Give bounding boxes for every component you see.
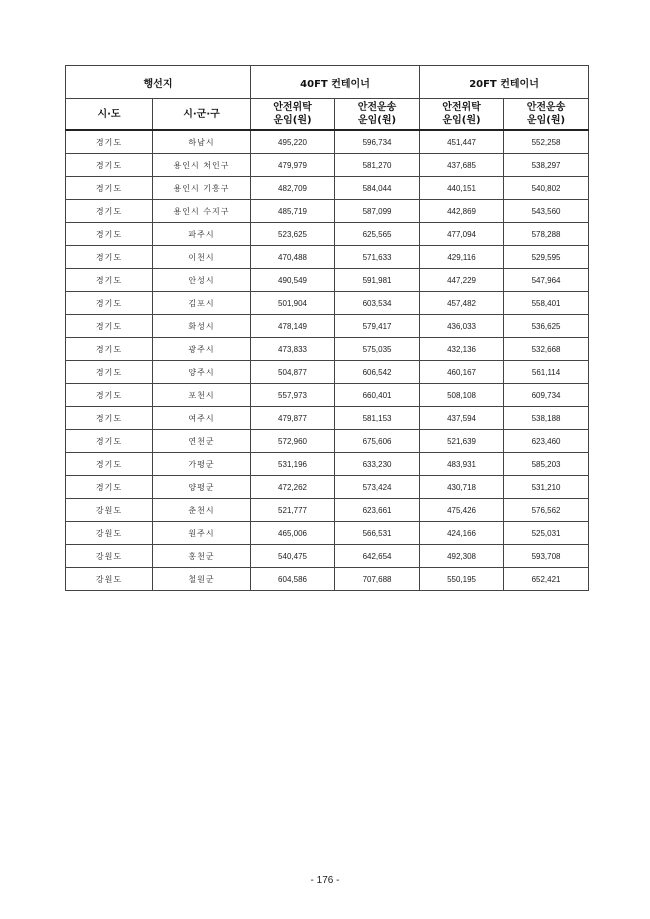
header-sub-row (66, 99, 589, 131)
table-body (66, 130, 589, 591)
ft20-transport-cell: 576,562 (504, 499, 589, 522)
header-20ft-consign-rate: 안전위탁 운임(원) (420, 99, 504, 131)
ft20-transport-cell: 578,288 (504, 223, 589, 246)
ft40-transport-cell: 584,044 (335, 177, 420, 200)
city-cell: 광주시 (153, 338, 251, 361)
ft40-consign-cell: 472,262 (251, 476, 335, 499)
table-row (66, 130, 589, 154)
ft20-consign-cell: 451,447 (420, 130, 504, 154)
ft20-transport-cell: 609,734 (504, 384, 589, 407)
province-cell: 강원도 (66, 499, 153, 522)
ft20-consign-cell: 457,482 (420, 292, 504, 315)
table-row (66, 200, 589, 223)
city-cell: 원주시 (153, 522, 251, 545)
header-20ft-transport-rate: 안전운송 운임(원) (504, 99, 589, 131)
ft40-consign-cell: 504,877 (251, 361, 335, 384)
city-cell: 철원군 (153, 568, 251, 591)
ft20-consign-cell: 508,108 (420, 384, 504, 407)
ft20-transport-cell: 529,595 (504, 246, 589, 269)
ft40-consign-cell: 485,719 (251, 200, 335, 223)
ft40-transport-cell: 606,542 (335, 361, 420, 384)
table-row (66, 154, 589, 177)
header-40ft-consign-rate: 안전위탁 운임(원) (251, 99, 335, 131)
city-cell: 양평군 (153, 476, 251, 499)
ft40-transport-cell: 707,688 (335, 568, 420, 591)
province-cell: 경기도 (66, 154, 153, 177)
ft20-consign-cell: 424,166 (420, 522, 504, 545)
province-cell: 강원도 (66, 522, 153, 545)
freight-rate-table (65, 65, 589, 591)
ft40-transport-cell: 660,401 (335, 384, 420, 407)
city-cell: 용인시 기흥구 (153, 177, 251, 200)
ft40-transport-cell: 581,270 (335, 154, 420, 177)
ft40-transport-cell: 642,654 (335, 545, 420, 568)
city-cell: 춘천시 (153, 499, 251, 522)
ft20-transport-cell: 540,802 (504, 177, 589, 200)
ft40-consign-cell: 479,979 (251, 154, 335, 177)
province-cell: 경기도 (66, 130, 153, 154)
ft20-consign-cell: 430,718 (420, 476, 504, 499)
province-cell: 경기도 (66, 476, 153, 499)
table-row (66, 453, 589, 476)
city-cell: 포천시 (153, 384, 251, 407)
ft40-consign-cell: 478,149 (251, 315, 335, 338)
province-cell: 경기도 (66, 200, 153, 223)
city-cell: 용인시 수지구 (153, 200, 251, 223)
ft20-consign-cell: 436,033 (420, 315, 504, 338)
ft20-transport-cell: 593,708 (504, 545, 589, 568)
ft40-consign-cell: 523,625 (251, 223, 335, 246)
ft20-transport-cell: 652,421 (504, 568, 589, 591)
table-row (66, 430, 589, 453)
table-row (66, 269, 589, 292)
table-row (66, 361, 589, 384)
city-cell: 안성시 (153, 269, 251, 292)
table-row (66, 522, 589, 545)
header-city: 시·군·구 (153, 99, 251, 131)
ft20-consign-cell: 432,136 (420, 338, 504, 361)
city-cell: 하남시 (153, 130, 251, 154)
ft40-transport-cell: 566,531 (335, 522, 420, 545)
city-cell: 김포시 (153, 292, 251, 315)
header-40ft-container: 40FT 컨테이너 (251, 66, 420, 99)
header-group-row (66, 66, 589, 99)
province-cell: 경기도 (66, 292, 153, 315)
ft40-transport-cell: 581,153 (335, 407, 420, 430)
city-cell: 홍천군 (153, 545, 251, 568)
table-row (66, 545, 589, 568)
city-cell: 화성시 (153, 315, 251, 338)
province-cell: 경기도 (66, 223, 153, 246)
province-cell: 강원도 (66, 545, 153, 568)
table-row (66, 499, 589, 522)
ft20-transport-cell: 585,203 (504, 453, 589, 476)
ft20-consign-cell: 440,151 (420, 177, 504, 200)
province-cell: 경기도 (66, 453, 153, 476)
province-cell: 경기도 (66, 246, 153, 269)
province-cell: 경기도 (66, 269, 153, 292)
ft20-consign-cell: 429,116 (420, 246, 504, 269)
ft20-transport-cell: 538,297 (504, 154, 589, 177)
province-cell: 경기도 (66, 430, 153, 453)
ft20-transport-cell: 543,560 (504, 200, 589, 223)
province-cell: 경기도 (66, 338, 153, 361)
table-row (66, 407, 589, 430)
ft20-consign-cell: 477,094 (420, 223, 504, 246)
city-cell: 이천시 (153, 246, 251, 269)
city-cell: 가평군 (153, 453, 251, 476)
table-row (66, 315, 589, 338)
ft20-transport-cell: 525,031 (504, 522, 589, 545)
ft40-transport-cell: 625,565 (335, 223, 420, 246)
ft20-consign-cell: 437,685 (420, 154, 504, 177)
ft40-consign-cell: 604,586 (251, 568, 335, 591)
table-row (66, 246, 589, 269)
ft40-transport-cell: 579,417 (335, 315, 420, 338)
ft20-consign-cell: 437,594 (420, 407, 504, 430)
ft20-consign-cell: 550,195 (420, 568, 504, 591)
ft20-transport-cell: 531,210 (504, 476, 589, 499)
table-row (66, 568, 589, 591)
ft20-consign-cell: 475,426 (420, 499, 504, 522)
city-cell: 연천군 (153, 430, 251, 453)
ft20-consign-cell: 447,229 (420, 269, 504, 292)
ft40-transport-cell: 603,534 (335, 292, 420, 315)
ft40-consign-cell: 490,549 (251, 269, 335, 292)
header-40ft-transport-rate: 안전운송 운임(원) (335, 99, 420, 131)
table-row (66, 292, 589, 315)
ft20-transport-cell: 623,460 (504, 430, 589, 453)
header-20ft-container: 20FT 컨테이너 (420, 66, 589, 99)
ft40-consign-cell: 501,904 (251, 292, 335, 315)
table-row (66, 384, 589, 407)
ft40-consign-cell: 470,488 (251, 246, 335, 269)
ft40-consign-cell: 540,475 (251, 545, 335, 568)
ft40-transport-cell: 623,661 (335, 499, 420, 522)
ft40-transport-cell: 591,981 (335, 269, 420, 292)
ft20-transport-cell: 552,258 (504, 130, 589, 154)
ft40-consign-cell: 521,777 (251, 499, 335, 522)
table-row (66, 338, 589, 361)
city-cell: 여주시 (153, 407, 251, 430)
province-cell: 경기도 (66, 315, 153, 338)
ft40-consign-cell: 572,960 (251, 430, 335, 453)
page-number: - 176 - (310, 875, 340, 886)
ft40-consign-cell: 465,006 (251, 522, 335, 545)
ft20-consign-cell: 460,167 (420, 361, 504, 384)
ft20-transport-cell: 538,188 (504, 407, 589, 430)
province-cell: 경기도 (66, 384, 153, 407)
ft20-consign-cell: 483,931 (420, 453, 504, 476)
ft40-transport-cell: 675,606 (335, 430, 420, 453)
ft40-transport-cell: 596,734 (335, 130, 420, 154)
ft20-transport-cell: 536,625 (504, 315, 589, 338)
ft40-transport-cell: 571,633 (335, 246, 420, 269)
city-cell: 양주시 (153, 361, 251, 384)
ft40-transport-cell: 575,035 (335, 338, 420, 361)
table-row (66, 476, 589, 499)
city-cell: 용인시 처인구 (153, 154, 251, 177)
table-row (66, 223, 589, 246)
ft40-consign-cell: 482,709 (251, 177, 335, 200)
ft40-consign-cell: 531,196 (251, 453, 335, 476)
city-cell: 파주시 (153, 223, 251, 246)
ft40-transport-cell: 573,424 (335, 476, 420, 499)
ft20-transport-cell: 547,964 (504, 269, 589, 292)
ft40-consign-cell: 557,973 (251, 384, 335, 407)
ft40-consign-cell: 473,833 (251, 338, 335, 361)
province-cell: 경기도 (66, 177, 153, 200)
province-cell: 경기도 (66, 361, 153, 384)
ft40-consign-cell: 495,220 (251, 130, 335, 154)
ft20-transport-cell: 561,114 (504, 361, 589, 384)
ft20-consign-cell: 521,639 (420, 430, 504, 453)
ft20-consign-cell: 492,308 (420, 545, 504, 568)
ft20-consign-cell: 442,869 (420, 200, 504, 223)
header-destination: 행선지 (66, 66, 251, 99)
ft40-transport-cell: 587,099 (335, 200, 420, 223)
ft20-transport-cell: 532,668 (504, 338, 589, 361)
header-province: 시·도 (66, 99, 153, 131)
province-cell: 경기도 (66, 407, 153, 430)
province-cell: 강원도 (66, 568, 153, 591)
ft40-consign-cell: 479,877 (251, 407, 335, 430)
ft40-transport-cell: 633,230 (335, 453, 420, 476)
ft20-transport-cell: 558,401 (504, 292, 589, 315)
table-row (66, 177, 589, 200)
